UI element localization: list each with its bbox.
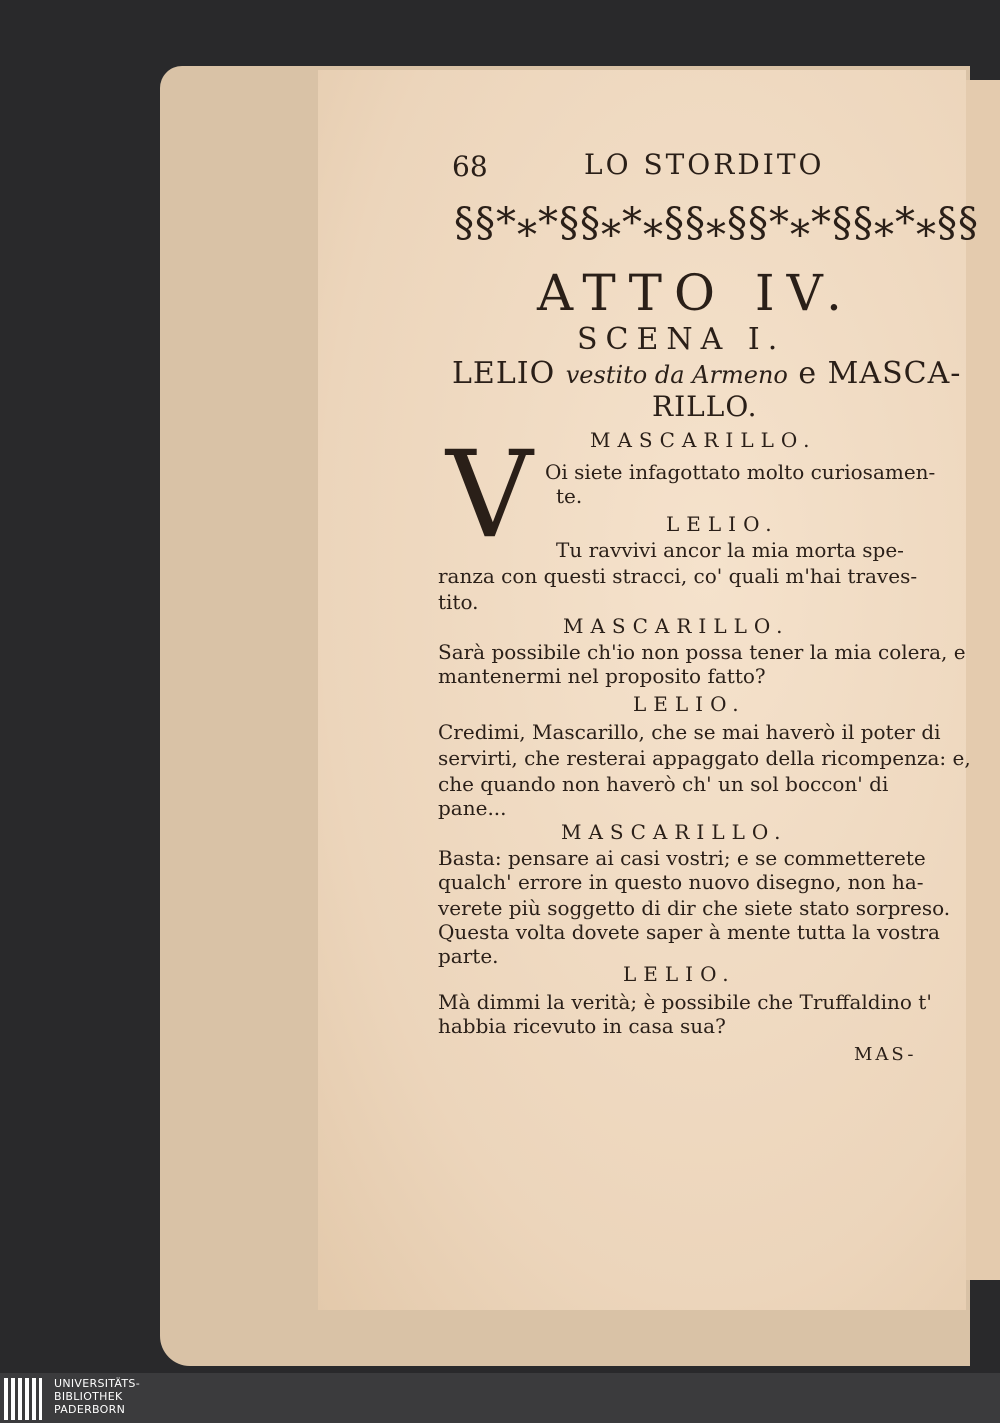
dialogue-line: Sarà possibile ch'io non possa tener la mia colera, e <box>438 640 966 664</box>
speaker-heading: LELIO. <box>666 512 779 536</box>
dialogue-line: parte. <box>438 944 499 968</box>
dialogue-line: tito. <box>438 590 479 614</box>
catchword: MAS- <box>854 1044 917 1065</box>
library-logo-icon <box>4 1378 46 1420</box>
dialogue-line: Questa volta dovete saper à mente tutta la vostra <box>438 920 940 944</box>
character-mascarillo: e MASCA- <box>798 356 962 391</box>
characters-line <box>452 356 961 391</box>
ornament-band: §§*⁎*§§⁎*⁎§§⁎§§*⁎*§§⁎*⁎§§ <box>454 200 979 246</box>
character-lelio: LELIO <box>452 356 556 391</box>
library-name: UNIVERSITÄTS- BIBLIOTHEK PADERBORN <box>54 1377 140 1416</box>
scene-heading: SCENA I. <box>577 322 786 357</box>
drop-capital: V <box>446 426 533 565</box>
dialogue-line: te. <box>556 484 583 508</box>
dialogue-line: servirti, che resterai appaggato della ricompenza: e, <box>438 746 971 770</box>
dialogue-line: qualch' errore in questo nuovo disegno, non ha- <box>438 870 924 894</box>
book-page <box>318 70 966 1310</box>
running-title: LO STORDITO <box>584 148 825 181</box>
dialogue-line: ranza con questi stracci, co' quali m'hai traves- <box>438 564 918 588</box>
dialogue-line: verete più soggetto di dir che siete stato sorpreso. <box>438 896 951 920</box>
dialogue-line: Tu ravvivi ancor la mia morta spe- <box>556 538 904 562</box>
facing-page-edge <box>960 80 1000 1280</box>
speaker-heading: LELIO. <box>623 962 736 986</box>
dialogue-line: che quando non haverò ch' un sol boccon' di <box>438 772 889 796</box>
speaker-heading: LELIO. <box>633 692 746 716</box>
dialogue-line: Basta: pensare ai casi vostri; e se commetterete <box>438 846 926 870</box>
speaker-heading: MASCARILLO. <box>561 820 788 844</box>
dialogue-line: mantenermi nel proposito fatto? <box>438 664 766 688</box>
speaker-heading: MASCARILLO. <box>590 428 817 452</box>
costume-note: vestito da Armeno <box>565 361 788 389</box>
dialogue-line: pane... <box>438 796 507 820</box>
speaker-heading: MASCARILLO. <box>563 614 790 638</box>
dialogue-line: Oi siete infagottato molto curiosamen- <box>545 460 936 484</box>
act-heading: ATTO IV. <box>537 264 854 322</box>
characters-line-continued: RILLO. <box>652 390 758 423</box>
footer-bar <box>0 1373 1000 1423</box>
dialogue-line: Credimi, Mascarillo, che se mai haverò il poter di <box>438 720 941 744</box>
dialogue-line: Mà dimmi la verità; è possibile che Truffaldino t' <box>438 990 932 1014</box>
dialogue-line: habbia ricevuto in casa sua? <box>438 1014 726 1038</box>
page-number: 68 <box>452 150 488 183</box>
